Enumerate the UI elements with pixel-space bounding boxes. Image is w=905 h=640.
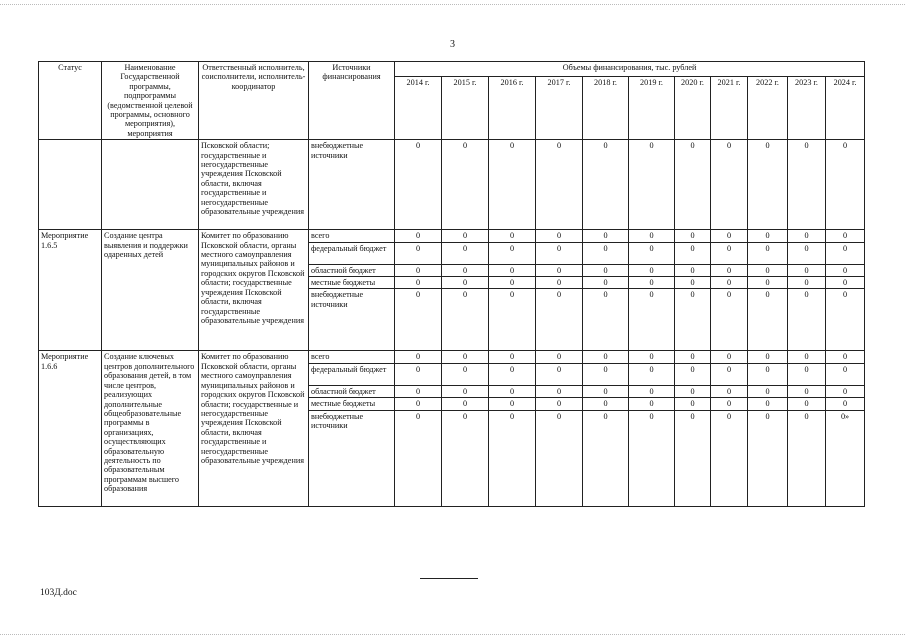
name-cell: Создание центра выявления и поддержки одаренных детей bbox=[102, 230, 199, 351]
header-year: 2020 г. bbox=[675, 77, 711, 140]
value-cell: 0 bbox=[711, 264, 748, 276]
value-cell: 0 bbox=[826, 140, 865, 230]
value-cell: 0 bbox=[711, 242, 748, 264]
header-year: 2019 г. bbox=[629, 77, 675, 140]
header-year: 2017 г. bbox=[536, 77, 583, 140]
source-cell: областной бюджет bbox=[309, 264, 395, 276]
name-cell: Создание ключевых центров дополнительного образования детей, в том числе центров, реализующих дополнительные общеобразовательные программы в организациях, осуществляющих образовательную деятельность по образовательным программам высшего образования bbox=[102, 351, 199, 506]
value-cell: 0 bbox=[536, 140, 583, 230]
value-cell: 0 bbox=[536, 264, 583, 276]
value-cell: 0 bbox=[489, 289, 536, 351]
status-cell bbox=[39, 140, 102, 230]
value-cell: 0 bbox=[536, 230, 583, 242]
value-cell: 0 bbox=[748, 264, 788, 276]
value-cell: 0 bbox=[395, 140, 442, 230]
table-body bbox=[39, 140, 865, 506]
source-cell: внебюджетные источники bbox=[309, 140, 395, 230]
value-cell: 0 bbox=[748, 140, 788, 230]
executor-cell: Псковской области; государственные и негосударственные учреждения Псковской области, включая государственные и негосударственные образовательные учреждения bbox=[199, 140, 309, 230]
value-cell: 0 bbox=[711, 289, 748, 351]
value-cell: 0 bbox=[826, 351, 865, 363]
value-cell: 0 bbox=[442, 277, 489, 289]
value-cell: 0 bbox=[788, 242, 826, 264]
source-cell: местные бюджеты bbox=[309, 398, 395, 410]
value-cell: 0 bbox=[442, 410, 489, 506]
header-volumes: Объемы финансирования, тыс. рублей bbox=[395, 62, 865, 77]
value-cell: 0 bbox=[788, 385, 826, 397]
value-cell: 0 bbox=[583, 289, 629, 351]
value-cell: 0 bbox=[788, 230, 826, 242]
value-cell: 0 bbox=[489, 242, 536, 264]
value-cell: 0 bbox=[629, 385, 675, 397]
value-cell: 0 bbox=[489, 385, 536, 397]
value-cell: 0» bbox=[826, 410, 865, 506]
value-cell: 0 bbox=[395, 277, 442, 289]
value-cell: 0 bbox=[442, 289, 489, 351]
header-year: 2024 г. bbox=[826, 77, 865, 140]
value-cell: 0 bbox=[629, 398, 675, 410]
header-executor: Ответственный исполнитель, соисполнители, исполнитель-координатор bbox=[199, 62, 309, 140]
table-row bbox=[39, 140, 865, 230]
value-cell: 0 bbox=[536, 385, 583, 397]
value-cell: 0 bbox=[711, 398, 748, 410]
value-cell: 0 bbox=[675, 289, 711, 351]
value-cell: 0 bbox=[395, 363, 442, 385]
value-cell: 0 bbox=[583, 140, 629, 230]
value-cell: 0 bbox=[788, 277, 826, 289]
value-cell: 0 bbox=[711, 230, 748, 242]
value-cell: 0 bbox=[442, 140, 489, 230]
value-cell: 0 bbox=[675, 277, 711, 289]
value-cell: 0 bbox=[675, 264, 711, 276]
value-cell: 0 bbox=[826, 277, 865, 289]
value-cell: 0 bbox=[748, 242, 788, 264]
value-cell: 0 bbox=[826, 230, 865, 242]
value-cell: 0 bbox=[675, 242, 711, 264]
header-year: 2015 г. bbox=[442, 77, 489, 140]
value-cell: 0 bbox=[826, 242, 865, 264]
footer-divider bbox=[420, 578, 478, 579]
value-cell: 0 bbox=[788, 410, 826, 506]
header-status: Статус bbox=[39, 62, 102, 140]
source-cell: внебюджетные источники bbox=[309, 289, 395, 351]
value-cell: 0 bbox=[675, 363, 711, 385]
value-cell: 0 bbox=[489, 398, 536, 410]
value-cell: 0 bbox=[395, 410, 442, 506]
value-cell: 0 bbox=[442, 242, 489, 264]
value-cell: 0 bbox=[395, 264, 442, 276]
value-cell: 0 bbox=[711, 277, 748, 289]
value-cell: 0 bbox=[788, 363, 826, 385]
table-row bbox=[39, 351, 865, 363]
value-cell: 0 bbox=[536, 242, 583, 264]
value-cell: 0 bbox=[489, 351, 536, 363]
value-cell: 0 bbox=[748, 289, 788, 351]
value-cell: 0 bbox=[711, 363, 748, 385]
value-cell: 0 bbox=[748, 230, 788, 242]
page-number: 3 bbox=[450, 39, 455, 50]
value-cell: 0 bbox=[629, 264, 675, 276]
value-cell: 0 bbox=[583, 410, 629, 506]
value-cell: 0 bbox=[583, 264, 629, 276]
value-cell: 0 bbox=[675, 398, 711, 410]
executor-cell: Комитет по образованию Псковской области, органы местного самоуправления муниципальных районов и городских округов Псковской области; государственные и негосударственные учреждения Псковской области, включая государственные и негосударственные образовательные учреждения bbox=[199, 351, 309, 506]
value-cell: 0 bbox=[629, 363, 675, 385]
value-cell: 0 bbox=[788, 264, 826, 276]
value-cell: 0 bbox=[489, 140, 536, 230]
value-cell: 0 bbox=[629, 351, 675, 363]
value-cell: 0 bbox=[826, 264, 865, 276]
value-cell: 0 bbox=[489, 410, 536, 506]
value-cell: 0 bbox=[629, 410, 675, 506]
value-cell: 0 bbox=[536, 351, 583, 363]
value-cell: 0 bbox=[583, 398, 629, 410]
value-cell: 0 bbox=[629, 140, 675, 230]
value-cell: 0 bbox=[536, 363, 583, 385]
header-year: 2021 г. bbox=[711, 77, 748, 140]
value-cell: 0 bbox=[748, 410, 788, 506]
value-cell: 0 bbox=[395, 230, 442, 242]
header-year: 2023 г. bbox=[788, 77, 826, 140]
value-cell: 0 bbox=[583, 385, 629, 397]
value-cell: 0 bbox=[442, 385, 489, 397]
value-cell: 0 bbox=[675, 140, 711, 230]
value-cell: 0 bbox=[711, 140, 748, 230]
value-cell: 0 bbox=[629, 277, 675, 289]
value-cell: 0 bbox=[748, 277, 788, 289]
value-cell: 0 bbox=[788, 289, 826, 351]
source-cell: местные бюджеты bbox=[309, 277, 395, 289]
value-cell: 0 bbox=[826, 363, 865, 385]
value-cell: 0 bbox=[489, 230, 536, 242]
scan-edge-bottom bbox=[0, 634, 905, 635]
value-cell: 0 bbox=[442, 264, 489, 276]
value-cell: 0 bbox=[788, 351, 826, 363]
header-sources: Источники финансирования bbox=[309, 62, 395, 140]
value-cell: 0 bbox=[748, 398, 788, 410]
financing-table bbox=[38, 61, 865, 507]
value-cell: 0 bbox=[442, 230, 489, 242]
value-cell: 0 bbox=[675, 410, 711, 506]
value-cell: 0 bbox=[395, 351, 442, 363]
value-cell: 0 bbox=[711, 410, 748, 506]
source-cell: федеральный бюджет bbox=[309, 363, 395, 385]
value-cell: 0 bbox=[675, 351, 711, 363]
header-year: 2016 г. bbox=[489, 77, 536, 140]
value-cell: 0 bbox=[629, 230, 675, 242]
value-cell: 0 bbox=[583, 351, 629, 363]
value-cell: 0 bbox=[395, 289, 442, 351]
value-cell: 0 bbox=[711, 385, 748, 397]
source-cell: всего bbox=[309, 351, 395, 363]
value-cell: 0 bbox=[489, 277, 536, 289]
value-cell: 0 bbox=[583, 242, 629, 264]
source-cell: федеральный бюджет bbox=[309, 242, 395, 264]
value-cell: 0 bbox=[395, 398, 442, 410]
value-cell: 0 bbox=[748, 363, 788, 385]
value-cell: 0 bbox=[395, 242, 442, 264]
name-cell bbox=[102, 140, 199, 230]
value-cell: 0 bbox=[748, 351, 788, 363]
value-cell: 0 bbox=[489, 363, 536, 385]
value-cell: 0 bbox=[629, 242, 675, 264]
value-cell: 0 bbox=[442, 351, 489, 363]
value-cell: 0 bbox=[826, 289, 865, 351]
value-cell: 0 bbox=[395, 385, 442, 397]
value-cell: 0 bbox=[536, 410, 583, 506]
executor-cell: Комитет по образованию Псковской области, органы местного самоуправления муниципальных районов и городских округов Псковской области; государственные учреждения Псковской области, включая государственные образовательные учреждения bbox=[199, 230, 309, 351]
value-cell: 0 bbox=[675, 230, 711, 242]
source-cell: внебюджетные источники bbox=[309, 410, 395, 506]
file-name: 103Д.doc bbox=[40, 588, 77, 598]
value-cell: 0 bbox=[826, 385, 865, 397]
value-cell: 0 bbox=[788, 140, 826, 230]
value-cell: 0 bbox=[826, 398, 865, 410]
value-cell: 0 bbox=[711, 351, 748, 363]
header-year: 2022 г. bbox=[748, 77, 788, 140]
table-row bbox=[39, 230, 865, 242]
value-cell: 0 bbox=[675, 385, 711, 397]
value-cell: 0 bbox=[788, 398, 826, 410]
value-cell: 0 bbox=[442, 398, 489, 410]
value-cell: 0 bbox=[748, 385, 788, 397]
source-cell: областной бюджет bbox=[309, 385, 395, 397]
source-cell: всего bbox=[309, 230, 395, 242]
value-cell: 0 bbox=[536, 277, 583, 289]
value-cell: 0 bbox=[583, 363, 629, 385]
header-name: Наименование Государственной программы, подпрограммы (ведомственной целевой программы, основного мероприятия), мероприятия bbox=[102, 62, 199, 140]
value-cell: 0 bbox=[629, 289, 675, 351]
value-cell: 0 bbox=[583, 230, 629, 242]
value-cell: 0 bbox=[536, 398, 583, 410]
value-cell: 0 bbox=[442, 363, 489, 385]
value-cell: 0 bbox=[536, 289, 583, 351]
status-cell: Мероприятие 1.6.5 bbox=[39, 230, 102, 351]
header-year: 2018 г. bbox=[583, 77, 629, 140]
scan-edge-top bbox=[0, 4, 905, 5]
header-year: 2014 г. bbox=[395, 77, 442, 140]
value-cell: 0 bbox=[489, 264, 536, 276]
value-cell: 0 bbox=[583, 277, 629, 289]
status-cell: Мероприятие 1.6.6 bbox=[39, 351, 102, 506]
